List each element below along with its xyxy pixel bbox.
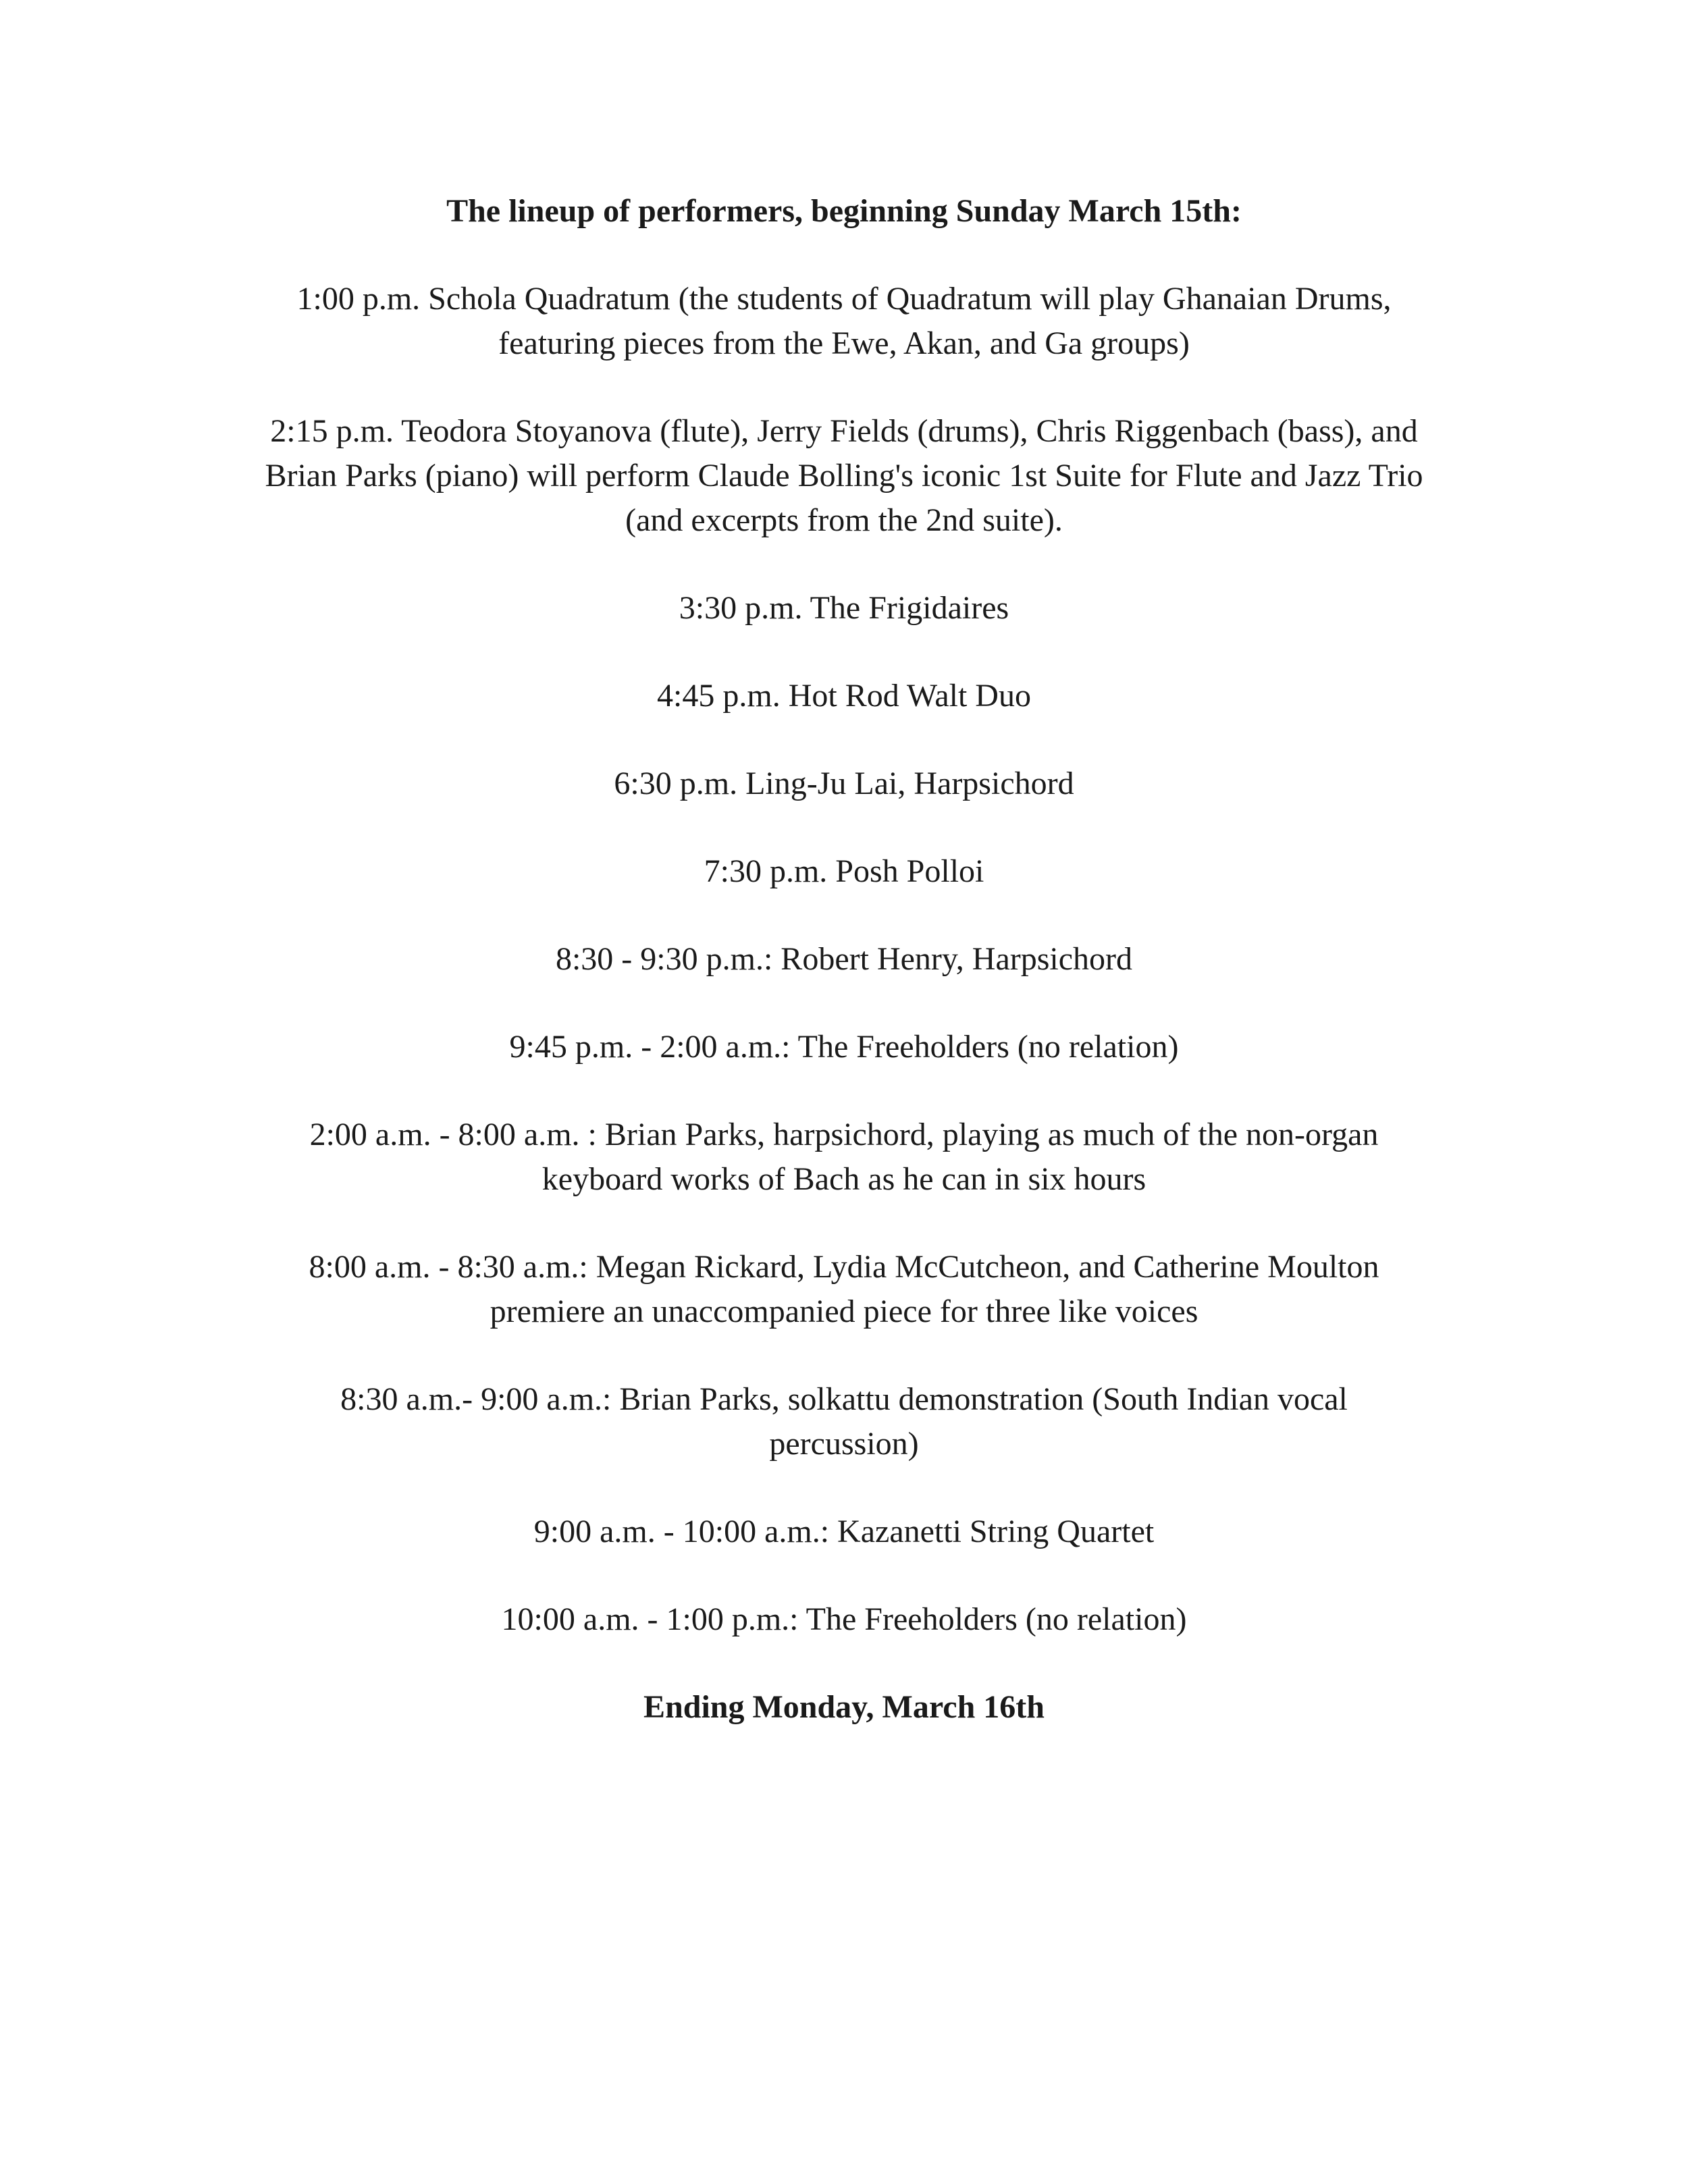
lineup-entry	[196, 1377, 1492, 1466]
entry-line: 1:00 p.m. Schola Quadratum (the students of Quadratum will play Ghanaian Drums,	[296, 281, 1392, 317]
entry-line: 9:00 a.m. - 10:00 a.m.: Kazanetti String Quartet	[533, 1514, 1155, 1549]
entry-line: 10:00 a.m. - 1:00 p.m.: The Freeholders (no relation)	[501, 1601, 1187, 1637]
lineup-heading: The lineup of performers, beginning Sunday March 15th:	[446, 193, 1242, 229]
lineup-entry	[196, 1510, 1492, 1554]
lineup-entry	[196, 674, 1492, 718]
lineup-entry	[196, 409, 1492, 543]
entry-line: 8:30 a.m.- 9:00 a.m.: Brian Parks, solkattu demonstration (South Indian vocal	[340, 1381, 1348, 1417]
entry-line: 6:30 p.m. Ling-Ju Lai, Harpsichord	[614, 766, 1074, 801]
lineup-entry	[196, 762, 1492, 806]
entry-line: premiere an unaccompanied piece for three like voices	[490, 1294, 1198, 1329]
entry-line: (and excerpts from the 2nd suite).	[625, 502, 1063, 538]
entry-line: 7:30 p.m. Posh Polloi	[704, 853, 984, 889]
entry-line: 3:30 p.m. The Frigidaires	[679, 590, 1009, 626]
lineup-entry	[196, 1245, 1492, 1334]
lineup-entry	[196, 277, 1492, 366]
entry-line: 2:00 a.m. - 8:00 a.m. : Brian Parks, harpsichord, playing as much of the non-organ	[309, 1117, 1379, 1152]
lineup-footer: Ending Monday, March 16th	[643, 1689, 1045, 1725]
entry-line: featuring pieces from the Ewe, Akan, and Ga groups)	[498, 325, 1190, 361]
lineup-entry	[196, 586, 1492, 631]
entry-line: 8:00 a.m. - 8:30 a.m.: Megan Rickard, Lydia McCutcheon, and Catherine Moulton	[309, 1249, 1379, 1285]
entry-line: 2:15 p.m. Teodora Stoyanova (flute), Jerry Fields (drums), Chris Riggenbach (bass), and	[270, 413, 1418, 449]
entry-line: Brian Parks (piano) will perform Claude Bolling's iconic 1st Suite for Flute and Jazz Trio	[265, 458, 1423, 494]
entry-line: 9:45 p.m. - 2:00 a.m.: The Freeholders (no relation)	[509, 1029, 1179, 1065]
entry-line: keyboard works of Bach as he can in six hours	[542, 1161, 1146, 1197]
lineup-entry	[196, 1025, 1492, 1069]
lineup-entry	[196, 1113, 1492, 1202]
entry-line: 4:45 p.m. Hot Rod Walt Duo	[657, 678, 1031, 714]
lineup-content	[196, 189, 1492, 1773]
entry-line: 8:30 - 9:30 p.m.: Robert Henry, Harpsichord	[555, 941, 1133, 977]
lineup-entry	[196, 849, 1492, 894]
entry-line: percussion)	[769, 1426, 919, 1462]
lineup-entry	[196, 937, 1492, 982]
lineup-entry	[196, 1597, 1492, 1642]
